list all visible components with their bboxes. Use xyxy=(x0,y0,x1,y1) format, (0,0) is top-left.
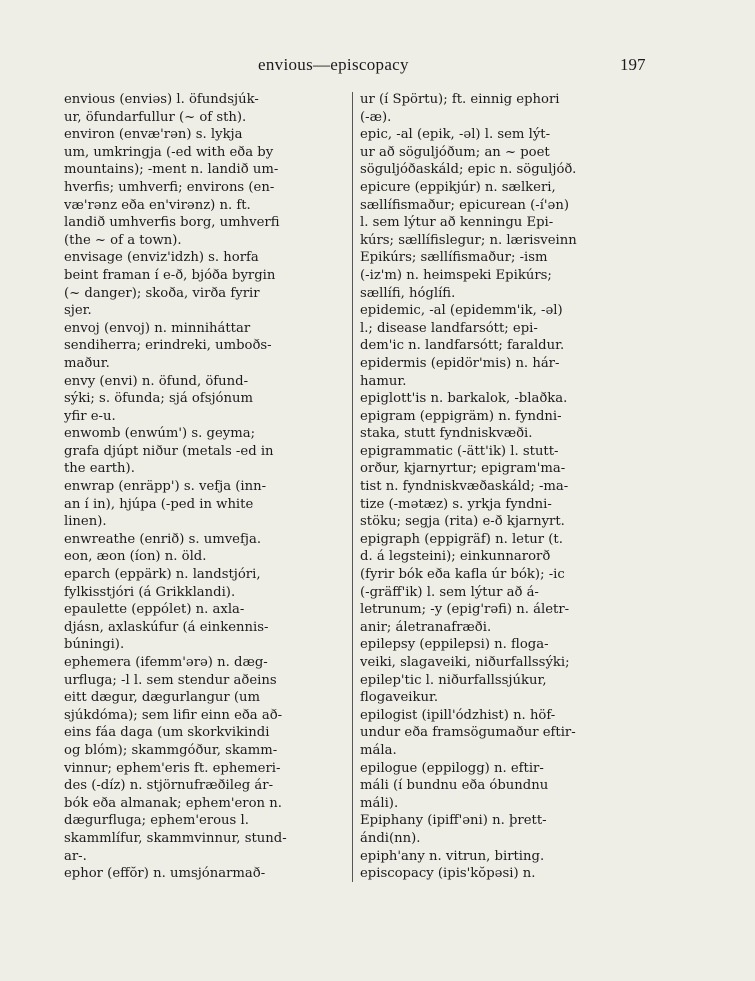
running-head-title: envious—episcopacy xyxy=(258,55,409,74)
dictionary-line: urfluga; -l l. sem stendur aðeins xyxy=(64,672,277,688)
dictionary-line: djásn, axlaskúfur (á einkennis- xyxy=(64,619,269,635)
dictionary-line: máli (í bundnu eða óbundnu xyxy=(360,778,549,794)
dictionary-line: l.; disease landfarsótt; epi- xyxy=(360,320,538,336)
dictionary-line: hamur. xyxy=(360,373,407,389)
dictionary-line: epigram (eppigräm) n. fyndni- xyxy=(360,408,562,424)
dictionary-line: epiglott'is n. barkalok, -blaðka. xyxy=(360,391,568,407)
dictionary-line: ephemera (ifemm'ərə) n. dæg- xyxy=(64,655,268,670)
dictionary-line: máli). xyxy=(360,795,399,811)
dictionary-line: sællífi, hóglífi. xyxy=(360,285,456,301)
dictionary-line: Epiphany (ipiff'əni) n. þrett- xyxy=(360,813,547,829)
dictionary-line: sjer. xyxy=(64,303,92,319)
dictionary-line: episcopacy (ipis'kŏpəsi) n. xyxy=(360,866,536,882)
dictionary-line: Epikúrs; sællífismaður; -ism xyxy=(360,250,548,266)
dictionary-line: envoj (envoj) n. minniháttar xyxy=(64,320,251,336)
dictionary-line: tist n. fyndniskvæðaskáld; -ma- xyxy=(360,479,569,495)
dictionary-line: búningi). xyxy=(64,637,125,653)
dictionary-line: enwrap (enräpp') s. vefja (inn- xyxy=(64,479,267,495)
dictionary-line: envy (envi) n. öfund, öfund- xyxy=(64,373,249,389)
dictionary-line: eins fáa daga (um skorkvikindi xyxy=(64,725,270,741)
dictionary-line: epilep'tic l. niðurfallssjúkur, xyxy=(360,672,547,688)
dictionary-line: ephor (effŏr) n. umsjónarmað- xyxy=(64,866,266,882)
dictionary-line: fylkisstjóri (á Grikklandi). xyxy=(64,584,236,600)
dictionary-line: ur, öfundarfullur (~ of sth). xyxy=(64,109,247,125)
dictionary-line: environ (envæ'rən) s. lykja xyxy=(64,127,243,143)
dictionary-line: bók eða almanak; ephem'eron n. xyxy=(64,795,282,811)
dictionary-line: og blóm); skammgóður, skamm- xyxy=(64,742,278,758)
dictionary-line: eparch (eppärk) n. landstjóri, xyxy=(64,567,261,583)
dictionary-line: epigraph (eppigräf) n. letur (t. xyxy=(360,531,563,547)
dictionary-line: eon, æon (íon) n. öld. xyxy=(64,549,207,565)
dictionary-line: anir; áletranafræði. xyxy=(360,619,492,635)
left-column xyxy=(64,91,342,883)
dictionary-line: hverfis; umhverfi; environs (en- xyxy=(64,179,275,195)
dictionary-line: envious (enviəs) l. öfundsjúk- xyxy=(64,92,259,107)
dictionary-line: flogaveikur. xyxy=(360,690,439,706)
dictionary-line: epilepsy (eppilepsi) n. floga- xyxy=(360,637,549,653)
dictionary-line: envisage (enviz'idzh) s. horfa xyxy=(64,250,259,266)
dictionary-line: epicure (eppikjúr) n. sælkeri, xyxy=(360,179,556,195)
dictionary-line: enwomb (enwúm') s. geyma; xyxy=(64,426,256,442)
dictionary-line: söguljóðaskáld; epic n. söguljóð. xyxy=(360,162,577,178)
dictionary-line: epilogist (ipill'ódzhist) n. höf- xyxy=(360,707,556,723)
dictionary-line: epigrammatic (-ätt'ik) l. stutt- xyxy=(360,443,559,459)
dictionary-line: epilogue (eppilogg) n. eftir- xyxy=(360,760,544,776)
dictionary-line: sjúkdóma); sem lifir einn eða að- xyxy=(64,707,283,723)
dictionary-line: dem'ic n. landfarsótt; faraldur. xyxy=(360,338,565,354)
dictionary-line: væ'rənz eða en'virənz) n. ft. xyxy=(64,197,251,213)
dictionary-line: (-æ). xyxy=(360,109,392,125)
dictionary-line: beint framan í e-ð, bjóða byrgin xyxy=(64,267,276,283)
dictionary-line: eitt dægur, dægurlangur (um xyxy=(64,690,261,706)
dictionary-line: the earth). xyxy=(64,461,135,477)
dictionary-line: sendiherra; erindreki, umboðs- xyxy=(64,338,272,354)
dictionary-line: stöku; segja (rita) e-ð kjarnyrt. xyxy=(360,514,565,530)
dictionary-line: mountains); -ment n. landið um- xyxy=(64,162,279,178)
dictionary-line: epiph'any n. vitrun, birting. xyxy=(360,848,545,864)
dictionary-line: mála. xyxy=(360,742,397,758)
page-number: 197 xyxy=(620,55,646,74)
dictionary-line: (-gräff'ik) l. sem lýtur að á- xyxy=(360,584,539,600)
running-head xyxy=(0,55,755,79)
dictionary-line: (fyrir bók eða kafla úr bók); -ic xyxy=(360,567,565,583)
dictionary-line: epidemic, -al (epidemm'ik, -əl) xyxy=(360,303,563,319)
dictionary-line: enwreathe (enrið) s. umvefja. xyxy=(64,531,262,547)
dictionary-line: letrunum; -y (epig'rəfi) n. áletr- xyxy=(360,602,570,618)
dictionary-line: linen). xyxy=(64,514,107,530)
dictionary-line: (the ~ of a town). xyxy=(64,232,182,248)
dictionary-line: landið umhverfis borg, umhverfi xyxy=(64,215,280,231)
dictionary-line: ándi(nn). xyxy=(360,830,421,846)
dictionary-line: epaulette (eppólet) n. axla- xyxy=(64,602,245,618)
dictionary-line: epic, -al (epik, -əl) l. sem lýt- xyxy=(360,127,551,143)
dictionary-line: des (-díz) n. stjörnufræðileg ár- xyxy=(64,778,274,794)
dictionary-line: yfir e-u. xyxy=(64,408,116,424)
dictionary-line: um, umkringja (-ed with eða by xyxy=(64,144,274,160)
dictionary-line: ur (í Spörtu); ft. einnig ephori xyxy=(360,92,560,107)
dictionary-line: veiki, slagaveiki, niðurfallssýki; xyxy=(360,655,570,670)
dictionary-line: dægurfluga; ephem'erous l. xyxy=(64,813,249,829)
dictionary-line: d. á legsteini); einkunnarorð xyxy=(360,549,551,565)
dictionary-line: sýki; s. öfunda; sjá ofsjónum xyxy=(64,391,253,407)
dictionary-line: undur eða framsögumaður eftir- xyxy=(360,725,576,741)
dictionary-line: ar-. xyxy=(64,848,87,864)
dictionary-line: (-iz'm) n. heimspeki Epikúrs; xyxy=(360,267,552,283)
dictionary-line: maður. xyxy=(64,355,110,371)
dictionary-line: ur að söguljóðum; an ~ poet xyxy=(360,144,550,160)
dictionary-line: skammlífur, skammvinnur, stund- xyxy=(64,830,287,846)
dictionary-line: an í in), hjúpa (-ped in white xyxy=(64,496,254,512)
dictionary-line: vinnur; ephem'eris ft. ephemeri- xyxy=(64,760,281,776)
right-column xyxy=(360,91,652,883)
dictionary-line: (~ danger); skoða, virða fyrir xyxy=(64,285,260,301)
dictionary-line: sællífismaður; epicurean (-í'ən) xyxy=(360,197,570,213)
dictionary-line: grafa djúpt niður (metals -ed in xyxy=(64,443,274,459)
dictionary-line: tize (-mətæz) s. yrkja fyndni- xyxy=(360,496,552,512)
dictionary-line: l. sem lýtur að kenningu Epi- xyxy=(360,215,554,231)
dictionary-line: orður, kjarnyrtur; epigram'ma- xyxy=(360,461,566,477)
dictionary-line: staka, stutt fyndniskvæði. xyxy=(360,426,533,442)
dictionary-line: epidermis (epidör'mis) n. hár- xyxy=(360,355,560,371)
dictionary-line: kúrs; sællífislegur; n. lærisveinn xyxy=(360,232,577,248)
column-divider xyxy=(352,92,353,882)
